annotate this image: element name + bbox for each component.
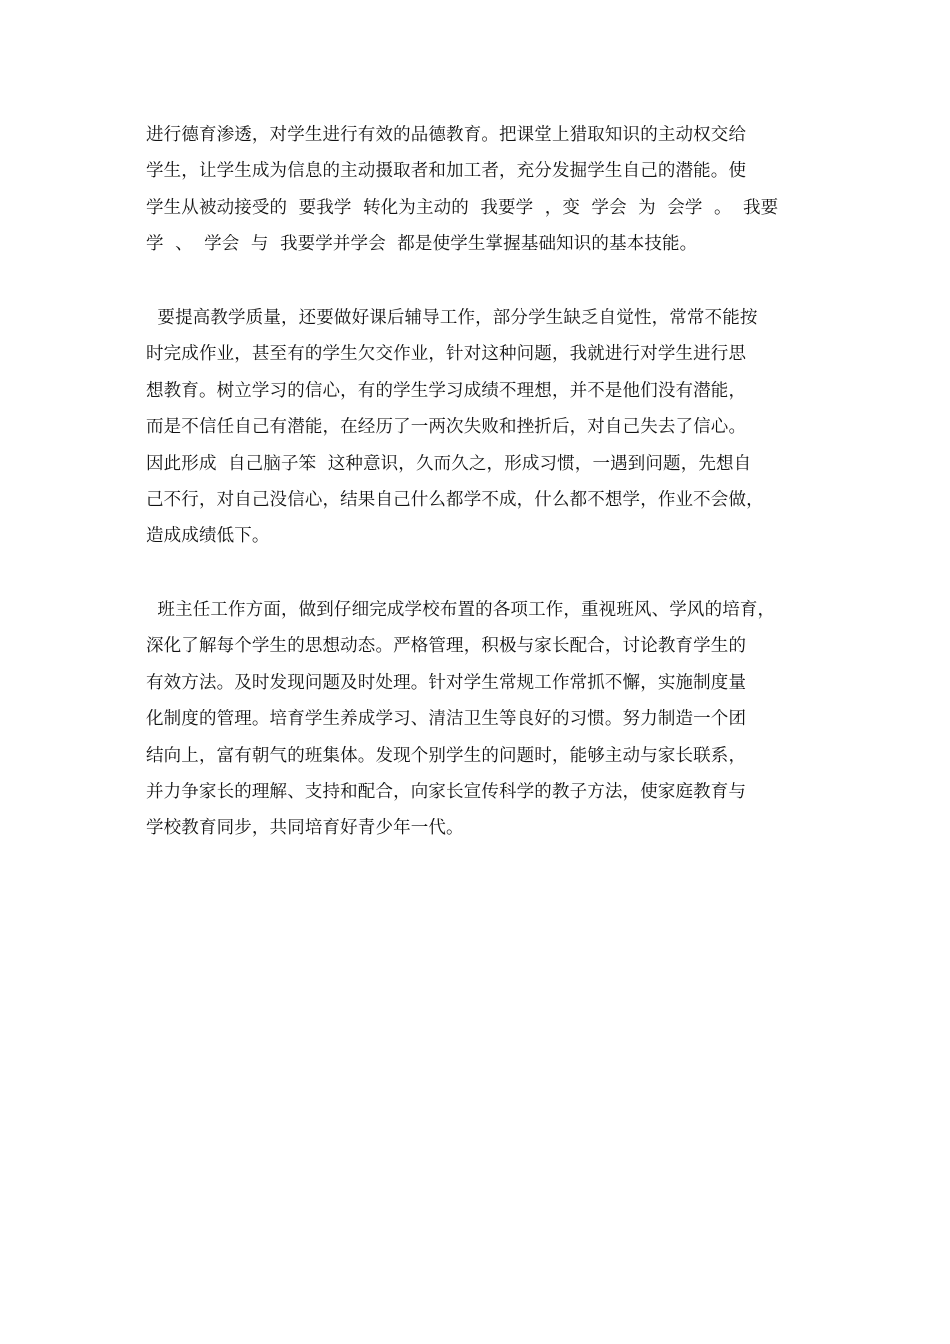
paragraph-class-teacher-work (146, 592, 836, 847)
paragraph-line: 有效方法。及时发现问题及时处理。针对学生常规工作常抓不懈，实施制度量 (146, 672, 747, 693)
paragraph-line: 班主任工作方面，做到仔细完成学校布置的各项工作，重视班风、学风的培育， (146, 600, 776, 620)
paragraph-line: 造成成绩低下。 (146, 526, 270, 547)
paragraph-line: 学生，让学生成为信息的主动摄取者和加工者，充分发掘学生自己的潜能。使 (146, 161, 747, 182)
paragraph-line: 结向上，富有朝气的班集体。发现个别学生的问题时，能够主动与家长联系， (146, 745, 747, 766)
paragraph-line: 时完成作业，甚至有的学生欠交作业，针对这种问题，我就进行对学生进行思 (146, 344, 747, 365)
paragraph-line: 学校教育同步，共同培育好青少年一代。 (146, 818, 464, 839)
paragraph-line: 化制度的管理。培育学生养成学习、清洁卫生等良好的习惯。努力制造一个团 (146, 709, 747, 730)
paragraph-line: 而是不信任自己有潜能，在经历了一两次失败和挫折后，对自己失去了信心。 (146, 417, 747, 438)
paragraph-line: 学生从被动接受的 要我学 转化为主动的 我要学 ，变 学会 为 会学 。 我要 (146, 197, 779, 218)
paragraph-line: 因此形成 自己脑子笨 这种意识，久而久之，形成习惯，一遇到问题，先想自 (146, 453, 752, 474)
paragraph-after-class-tutoring (146, 300, 836, 555)
paragraph-line: 己不行，对自己没信心，结果自己什么都学不成，什么都不想学，作业不会做， (146, 489, 764, 510)
paragraph-line: 并力争家长的理解、支持和配合，向家长宣传科学的教子方法，使家庭教育与 (146, 781, 747, 802)
paragraph-line: 想教育。树立学习的信心，有的学生学习成绩不理想，并不是他们没有潜能， (146, 380, 747, 401)
paragraph-line: 学 、 学会 与 我要学并学会 都是使学生掌握基础知识的基本技能。 (146, 234, 698, 255)
paragraph-line: 进行德育渗透，对学生进行有效的品德教育。把课堂上猎取知识的主动权交给 (146, 125, 747, 145)
paragraph-line: 深化了解每个学生的思想动态。严格管理，积极与家长配合，讨论教育学生的 (146, 636, 747, 657)
paragraph-line: 要提高教学质量，还要做好课后辅导工作，部分学生缺乏自觉性，常常不能按 (146, 308, 758, 328)
paragraph-moral-education (146, 117, 836, 263)
